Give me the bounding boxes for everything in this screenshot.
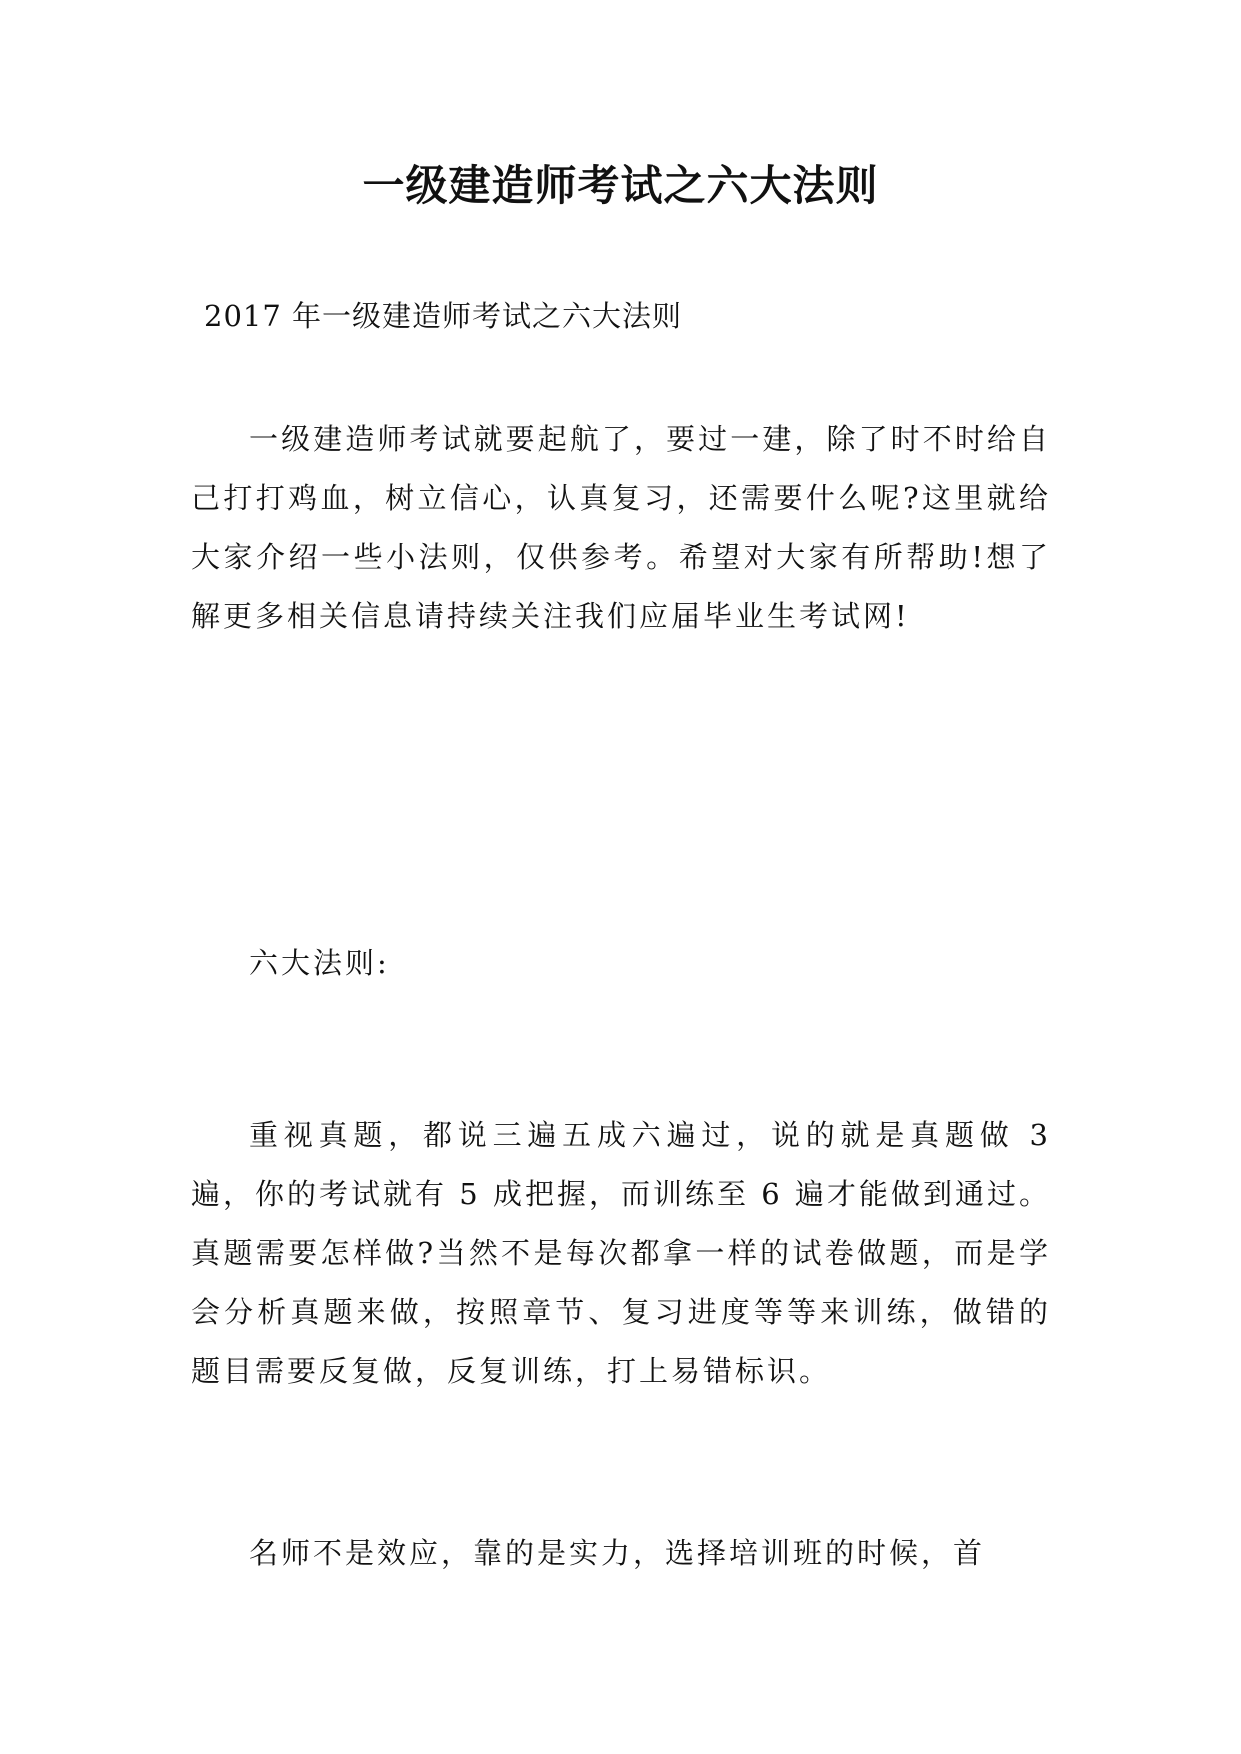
rule-paragraph-2: 名师不是效应，靠的是实力，选择培训班的时候，首 [249,1536,986,1570]
rule-paragraph-1: 重视真题，都说三遍五成六遍过，说的就是真题做 3 遍，你的考试就有 5 成把握，而训练至 6 遍才能做到通过。真题需要怎样做?当然不是每次都拿一样的试卷做题，而是学会分析真题来做，按照章节、复习进度等等来训练，做错的题目需要反复做，反复训练，打上易错标识。 [191,1118,1051,1388]
intro-paragraph: 一级建造师考试就要起航了，要过一建，除了时不时给自己打打鸡血，树立信心，认真复习，还需要什么呢?这里就给大家介绍一些小法则，仅供参考。希望对大家有所帮助!想了解更多相关信息请持续关注我们应届毕业生考试网! [191,422,1051,633]
section-heading: 六大法则: [249,946,390,980]
document-subtitle: 2017 年一级建造师考试之六大法则 [204,299,683,333]
document-title: 一级建造师考试之六大法则 [362,161,879,210]
